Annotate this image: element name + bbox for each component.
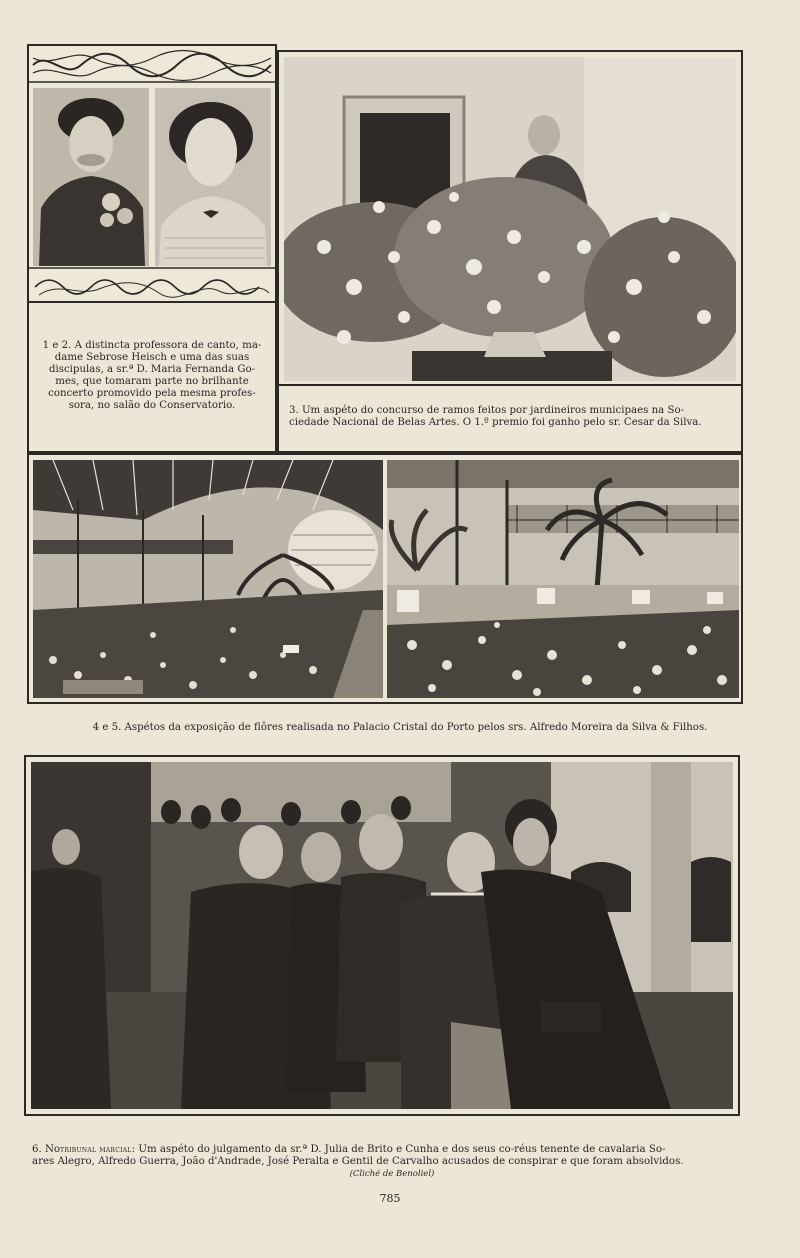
caption-3-line: ciedade Nacional de Belas Artes. O 1.º premio foi ganho pelo sr. Cesar da Silva. <box>289 417 702 428</box>
caption-6-line-2: ares Alegro, Alfredo Guerra, João d'Andrade, José Peralta e Gentil de Carvalho acusados de conspirar e que foram absolvidos. <box>32 1156 684 1167</box>
photo-flower-bouquets <box>284 57 736 381</box>
caption-1-2 <box>36 340 268 412</box>
photos-4-5-frame <box>27 453 743 704</box>
caption-6-line-1 <box>32 1144 752 1156</box>
photo-6-frame <box>24 755 740 1116</box>
ornament-bottom <box>29 267 275 301</box>
portrait-maria-fernanda-gomes <box>155 88 271 266</box>
photo-credit: (Cliché de Benoliel) <box>349 1169 435 1179</box>
caption-3 <box>289 405 739 429</box>
caption-1-2-line: 1 e 2. A distincta professora de canto, ma- <box>42 340 262 351</box>
ornament-top <box>29 46 275 84</box>
caption-4-5: 4 e 5. Aspétos da exposição de flôres realisada no Palacio Cristal do Porto pelos srs. Alfredo Moreira da Silva & Filhos. <box>92 722 708 733</box>
caption-1-2-line: sora, no salão do Conservatorio. <box>68 400 236 411</box>
caption-6-line1-rest: : Um aspéto do julgamento da sr.ª D. Julia de Brito e Cunha e dos seus co-réus tenente de cavalaria So- <box>131 1144 666 1155</box>
caption-1-2-line: dame Sebrose Heisch e uma das suas <box>54 352 250 363</box>
caption-6-smallcaps: tribunal marcial <box>60 1145 132 1155</box>
portraits-frame <box>27 44 277 303</box>
caption-1-2-line: discipulas, a sr.ª D. Maria Fernanda Go- <box>48 364 256 375</box>
caption-6 <box>32 1144 752 1180</box>
caption-1-2-line: concerto promovido pela mesma profes- <box>48 388 256 399</box>
photo-palacio-cristal-garden <box>387 460 739 698</box>
photo-3-frame <box>277 50 743 386</box>
photo-palacio-cristal-hall <box>33 460 383 698</box>
caption-6-prefix: 6. No <box>32 1144 61 1155</box>
caption-3-line: 3. Um aspéto do concurso de ramos feitos por jardineiros municipaes na So- <box>289 405 685 416</box>
portrait-madame-heisch <box>33 88 149 266</box>
photo-tribunal-marcial <box>31 762 733 1109</box>
caption-1-2-line: mes, que tomaram parte no brilhante <box>55 376 249 387</box>
page-number: 785 <box>379 1192 401 1205</box>
